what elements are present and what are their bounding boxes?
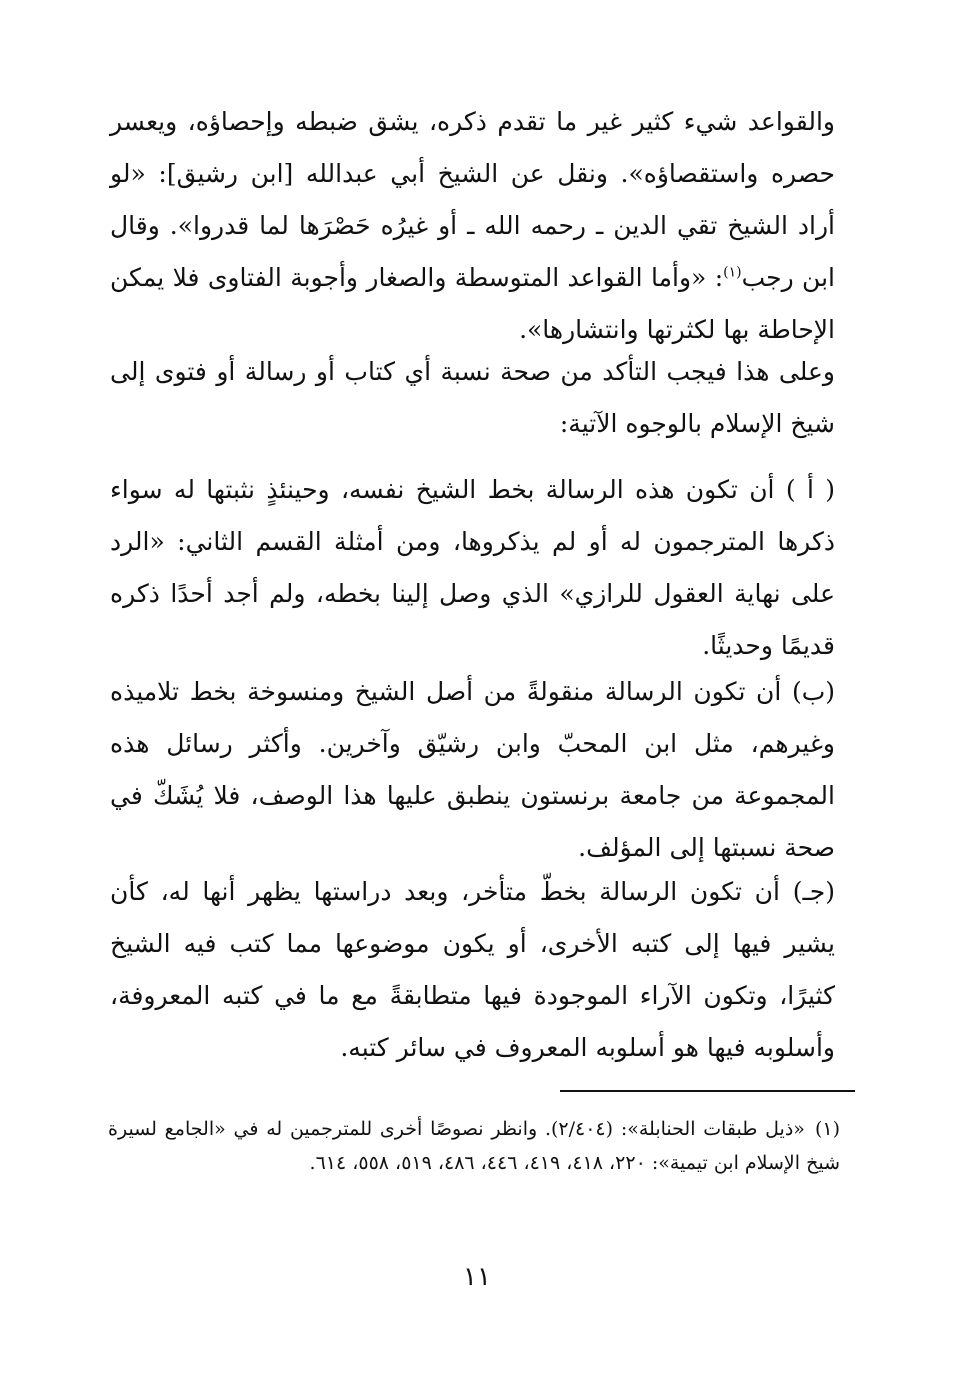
paragraph-criterion-b: (ب) أن تكون الرسالة منقولةً من أصل الشيخ ومنسوخة بخط تلاميذه وغيرهم، مثل ابن المحبّ وابن رشيّق وآخرين. وأكثر رسائل هذه المجموعة من جامعة برنستون ينطبق عليها هذا الوصف، فلا يُشَكّ في صحة نسبتها إلى المؤلف. [110, 677, 835, 862]
paragraph-criterion-c: (جـ) أن تكون الرسالة بخطّ متأخر، وبعد دراستها يظهر أنها له، كأن يشير فيها إلى كتبه الأخرى، أو يكون موضوعها مما كتب فيه الشيخ كثيرًا، وتكون الآراء الموجودة فيها متطابقةً مع ما في كتبه المعروفة، وأسلوبه فيها هو أسلوبه المعروف في سائر كتبه. [110, 877, 835, 1062]
footnote-reference: (١) [723, 264, 742, 281]
footnote-text: «ذيل طبقات الحنابلة»: (٢/٤٠٤). وانظر نصوصًا أخرى للمترجمين له في «الجامع لسيرة شيخ الإسلام ابن تيمية»: ٢٢٠، ٤١٨، ٤١٩، ٤٤٦، ٤٨٦، ٥١٩، ٥٥٨، ٦١٤. [108, 1118, 840, 1174]
footnote [108, 1112, 840, 1180]
paragraph-rules-quotes [110, 96, 835, 356]
paragraph-criterion-a: ( أ ) أن تكون هذه الرسالة بخط الشيخ نفسه، وحينئذٍ نثبتها له سواء ذكرها المترجمون له أو لم يذكروها، ومن أمثلة القسم الثاني: «الرد على نهاية العقول للرازي» الذي وصل إلينا بخطه، ولم أجد أحدًا ذكره قديمًا وحديثًا. [110, 475, 835, 660]
footnote-separator [560, 1090, 855, 1092]
paragraph-verification-intro: وعلى هذا فيجب التأكد من صحة نسبة أي كتاب أو رسالة أو فتوى إلى شيخ الإسلام بالوجوه الآتية: [110, 357, 835, 438]
paragraph-text: والقواعد شيء كثير غير ما تقدم ذكره، يشق ضبطه وإحصاؤه، ويعسر حصره واستقصاؤه». ونقل عن الشيخ أبي عبدالله [ابن رشيق]: «لو أراد الشيخ تقي الدين ـ رحمه الله ـ أو غيرُه حَصْرَها لما قدروا». وقال ابن رجب [110, 107, 835, 292]
footnote-marker: (١) [814, 1118, 840, 1140]
page-number: ١١ [463, 1262, 491, 1292]
paragraph-text: : «وأما القواعد المتوسطة والصغار وأجوبة الفتاوى فلا يمكن الإحاطة بها لكثرتها وانتشارها». [110, 263, 835, 344]
